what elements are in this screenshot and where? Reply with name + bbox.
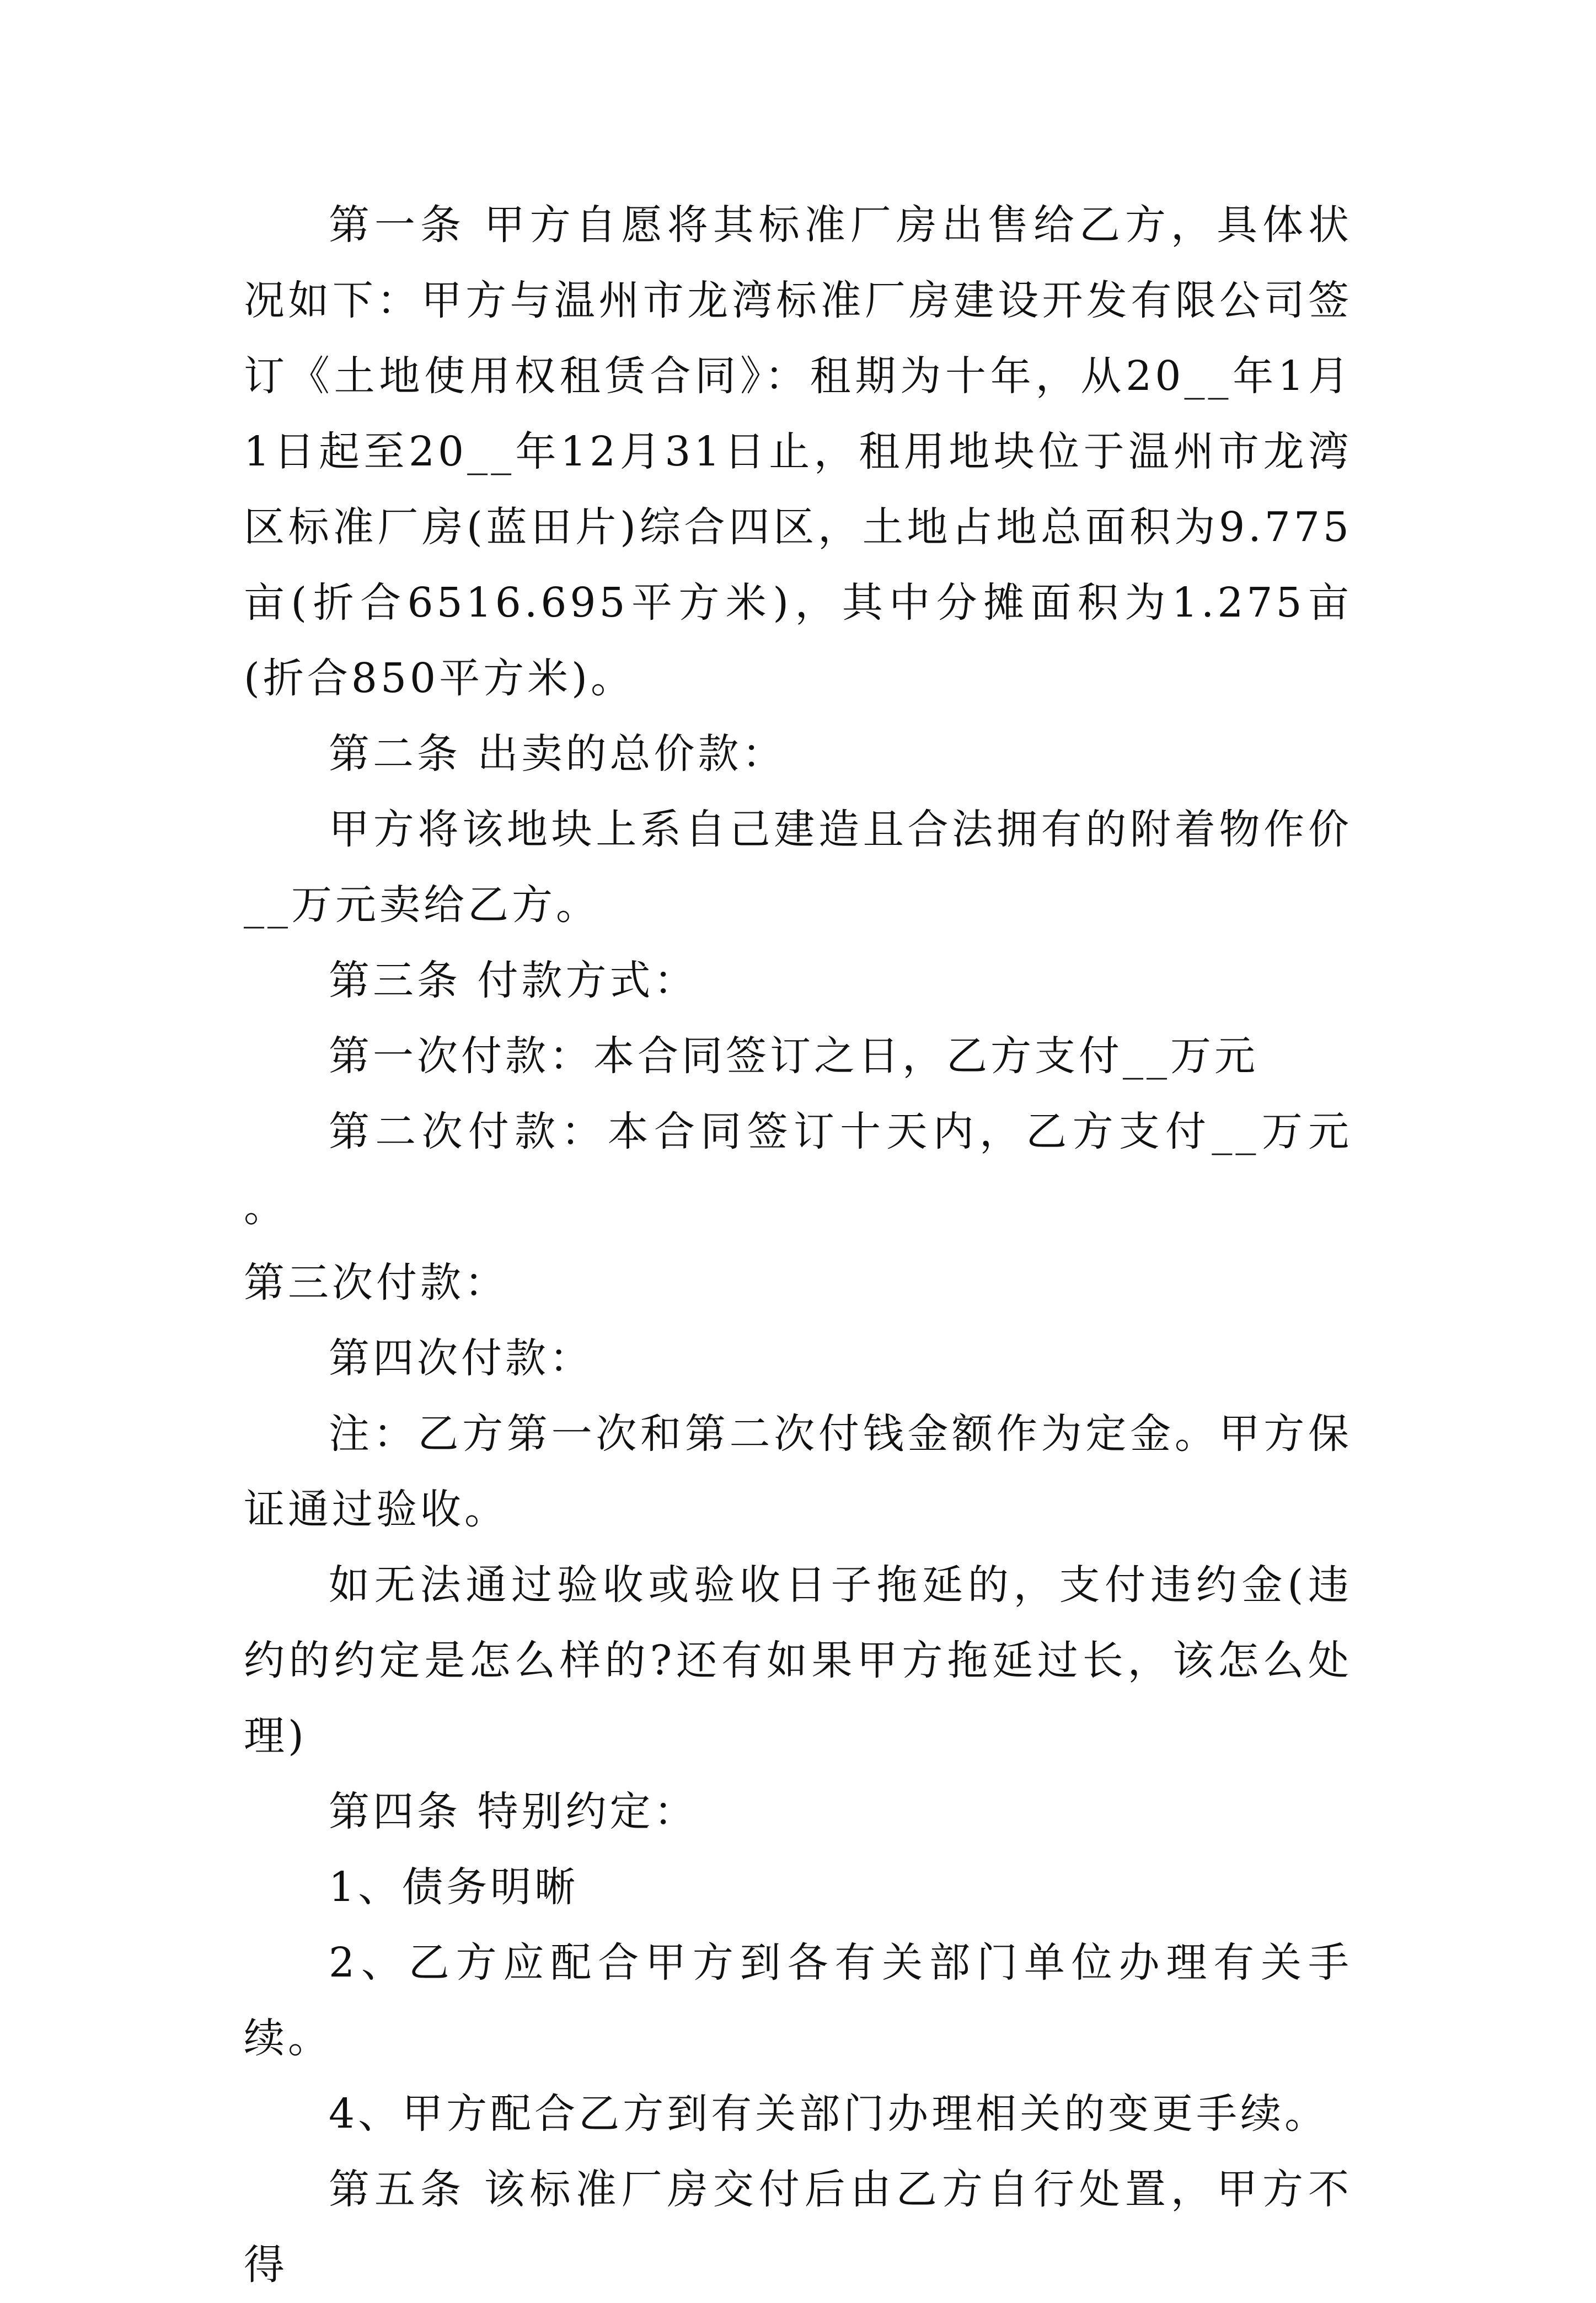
paragraph-payment-1: 第一次付款：本合同签订之日，乙方支付__万元 [329, 1032, 1258, 1080]
paragraph-item-2: 2、乙方应配合甲方到各有关部门单位办理有关手续。 [244, 1939, 1352, 2062]
paragraph-total-price: 甲方将该地块上系自己建造且合法拥有的附着物作价__万元卖给乙方。 [244, 806, 1352, 929]
paragraph-item-1: 1、债务明晰 [329, 1863, 579, 1911]
paragraph-article-4-title: 第四条 特别约定： [329, 1788, 698, 1835]
paragraph-penalty: 如无法通过验收或验收日子拖延的，支付违约金(违约的约定是怎么样的?还有如果甲方拖延过长，该怎么处理) [244, 1561, 1352, 1760]
paragraph-article-2-title: 第二条 出卖的总价款： [329, 730, 786, 778]
paragraph-article-5: 第五条 该标准厂房交付后由乙方自行处置，甲方不得 [244, 2166, 1352, 2289]
paragraph-payment-4: 第四次付款： [329, 1335, 593, 1382]
paragraph-article-3-title: 第三条 付款方式： [329, 957, 698, 1004]
paragraph-payment-2: 第二次付款：本合同签订十天内，乙方支付__万元 。 [244, 1108, 1352, 1231]
document-body [244, 188, 1352, 2303]
paragraph-article-1: 第一条 甲方自愿将其标准厂房出售给乙方，具体状况如下：甲方与温州市龙湾标准厂房建设开发有限公司签订《土地使用权租赁合同》：租期为十年，从20__年1月1日起至20__年12月31日止，租用地块位于温州市龙湾区标准厂房(蓝田片)综合四区，土地占地总面积为9.775亩(折合6516.695平方米)，其中分摊面积为1.275亩(折合850平方米)。 [244, 201, 1352, 702]
paragraph-payment-3: 第三次付款： [244, 1259, 508, 1306]
paragraph-item-4: 4、甲方配合乙方到有关部门办理相关的变更手续。 [329, 2090, 1329, 2138]
paragraph-note: 注：乙方第一次和第二次付钱金额作为定金。甲方保证通过验收。 [244, 1410, 1352, 1533]
